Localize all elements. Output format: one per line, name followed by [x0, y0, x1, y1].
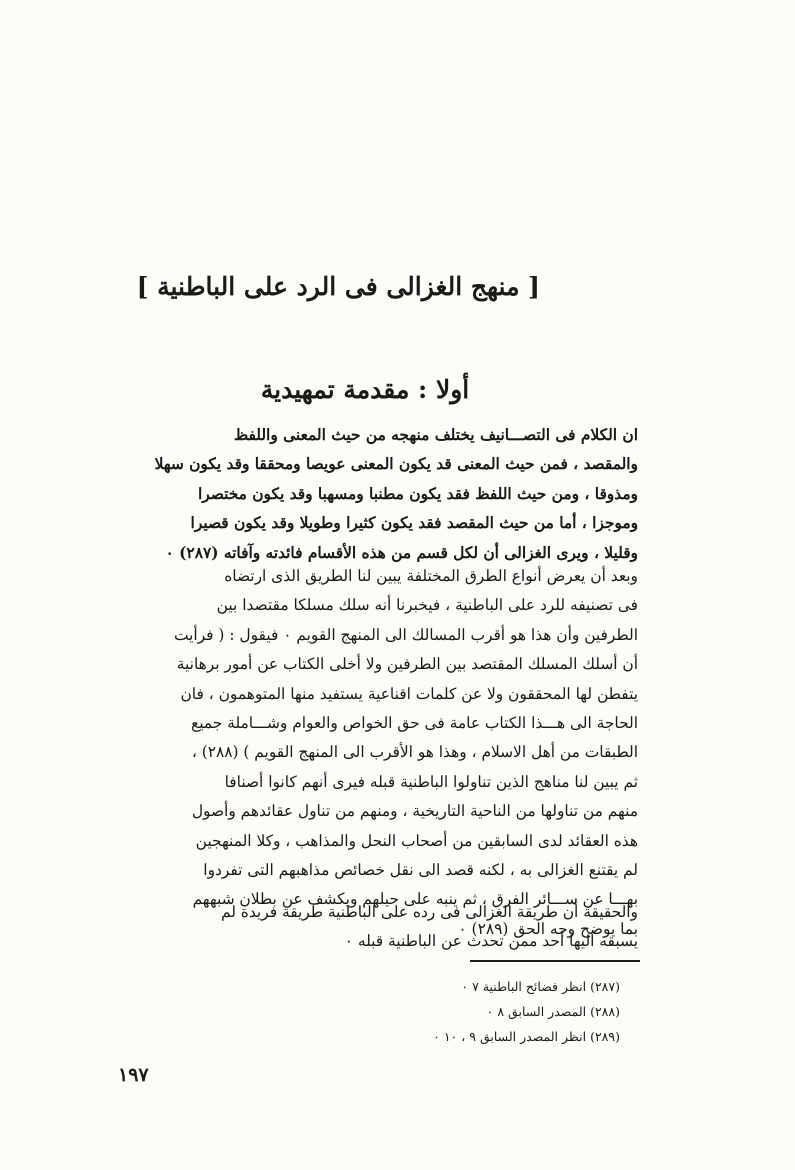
section-heading: أولا : مقدمة تمهيدية	[260, 375, 470, 404]
text-line: ثم يبين لنا مناهج الذين تناولوا الباطنية قبله فيرى أنهم كانوا أصنافا	[224, 772, 638, 791]
text-line: أن أسلك المسلك المقتصد بين الطرفين ولا أخلى الكتاب عن أمور برهانية	[176, 655, 638, 674]
text-line: لم يقتنع الغزالى به ، لكنه قصد الى نقل خصائص مذاهبهم التى تفردوا	[203, 860, 638, 879]
text-line: وقليلا ، ويرى الغزالى أن لكل قسم من هذه الأقسام فائدته وآفاته (٢٨٧) ٠	[165, 543, 638, 562]
text-line: والحقيقة أن طريقة الغزالى فى رده على الباطنية طريقة فريدة لم	[220, 903, 638, 921]
text-line: وبعد أن يعرض أنواع الطرق المختلفة يبين لنا الطريق الذى ارتضاه	[224, 567, 638, 585]
text-line: والمقصد ، فمن حيث المعنى قد يكون المعنى عويصا ومحققا وقد يكون سهلا	[154, 455, 638, 474]
text-line: وموجزا ، أما من حيث المقصد فقد يكون كثيرا وطويلا وقد يكون قصيرا	[190, 514, 638, 533]
text-line: يسبقه اليها أحد ممن تحدث عن الباطنية قبله ٠	[344, 932, 638, 951]
text-line: منهم من تناولها من الناحية التاريخية ، ومنهم من تناول عقائدهم وأصول	[191, 802, 638, 821]
footnotes	[330, 974, 620, 1049]
text-line: يتفطن لها المحققون ولا عن كلمات اقناعية يستفيد منها المتوهمون ، فان	[180, 684, 638, 703]
text-line: ومذوقا ، ومن حيث اللفظ فقد يكون مطنبا ومسهبا وقد يكون مختصرا	[197, 484, 638, 503]
text-line: فى تصنيفه للرد على الباطنية ، فيخبرنا أنه سلك مسلكا مقتصدا بين	[216, 596, 638, 615]
page-number: ١٩٧	[118, 1064, 149, 1086]
footnote-divider	[470, 960, 640, 962]
text-line: ان الكلام فى التصـــانيف يختلف منهجه من حيث المعنى واللفظ	[233, 426, 638, 444]
text-line: هذه العقائد لدى السابقين من أصحاب النحل والمذاهب ، وكلا المنهجين	[195, 831, 638, 850]
text-line: بهـــا عن ســـائر الفرق ، ثم ينبه على حيلهم ويكشف عن بطلان شبههم	[192, 890, 638, 909]
text-line: بما يوضح وجه الحق (٢٨٩) ٠	[458, 919, 638, 938]
chapter-title: [ منهج الغزالى فى الرد على الباطنية ]	[136, 272, 540, 301]
text-line: الحاجة الى هـــذا الكتاب عامة فى حق الخواص والعوام وشـــاملة جميع	[191, 713, 638, 732]
paragraph-2	[111, 562, 638, 944]
text-line: الطرفين وأن هذا هو أقرب المسالك الى المنهج القويم ٠ فيقول : ( فرأيت	[174, 625, 638, 644]
footnote-287: (٢٨٧) انظر فضائح الباطنية ٧ ٠	[461, 979, 620, 994]
text-line: الطبقات من أهل الاسلام ، وهذا هو الأقرب الى المنهج القويم ) (٢٨٨) ،	[191, 743, 638, 762]
footnote-289: (٢٨٩) انظر المصدر السابق ٩ ، ١٠ ٠	[433, 1029, 620, 1044]
paragraph-3	[111, 898, 638, 957]
paragraph-1	[111, 421, 638, 568]
footnote-288: (٢٨٨) المصدر السابق ٨ ٠	[486, 1004, 620, 1019]
